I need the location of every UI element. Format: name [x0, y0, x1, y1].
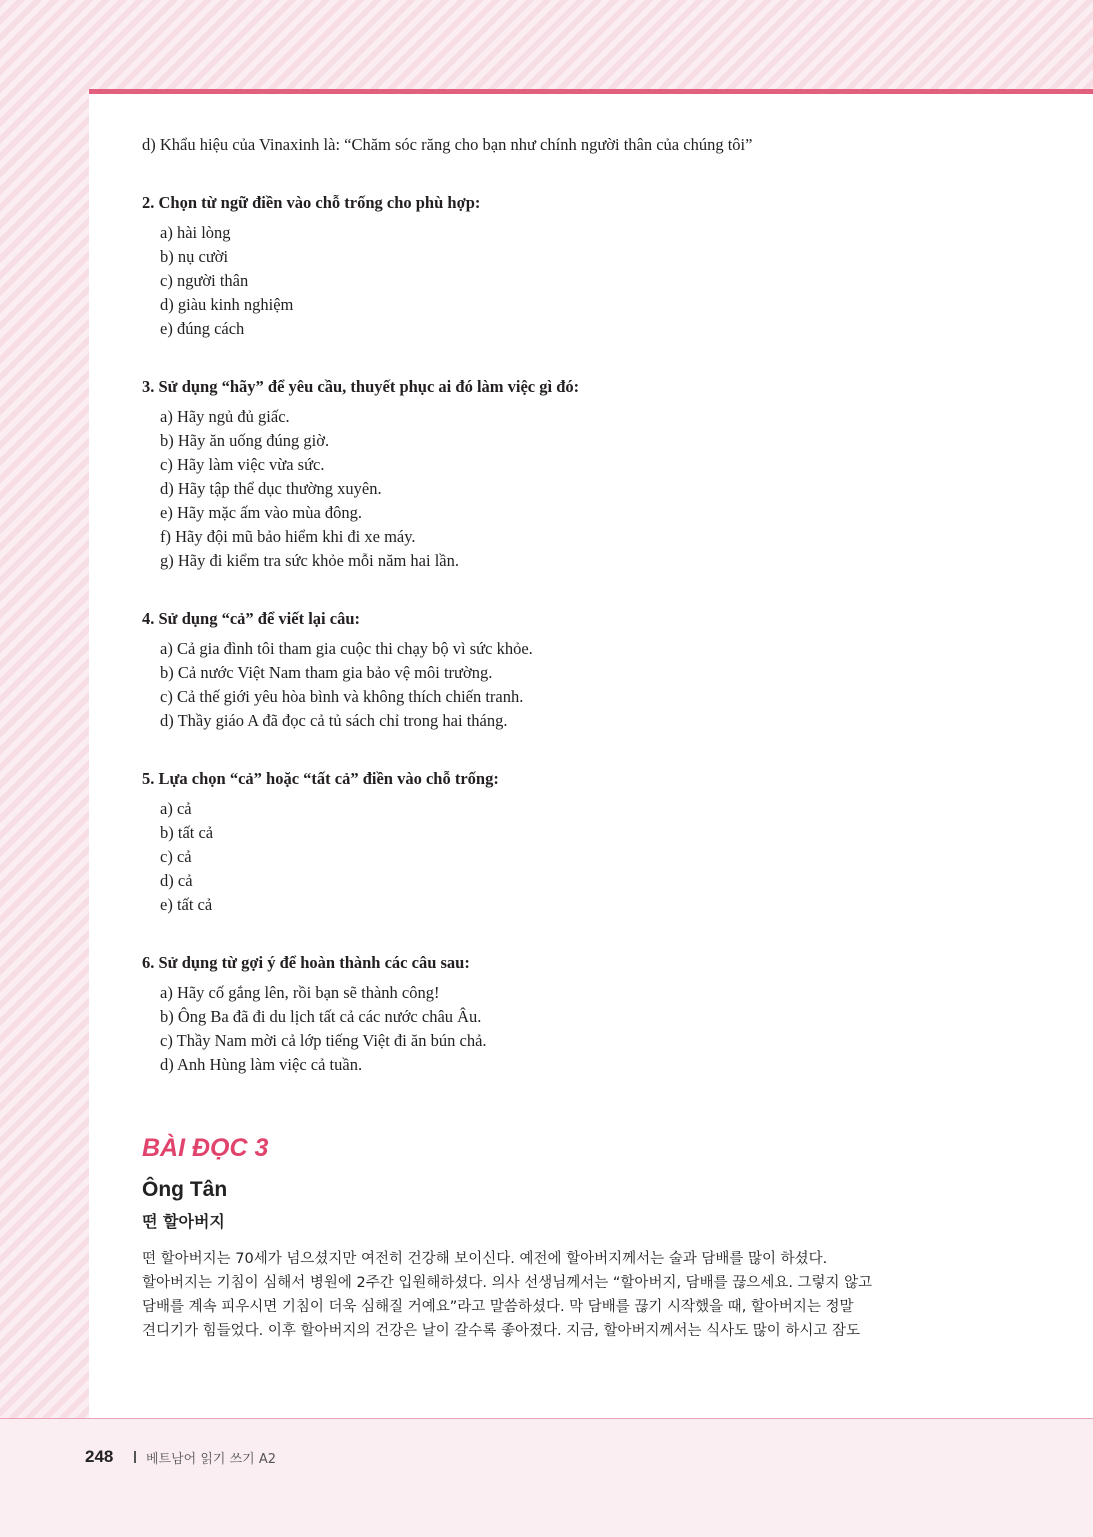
list-item: e) đúng cách: [160, 319, 245, 338]
list-item: d) Hãy tập thể dục thường xuyên.: [160, 479, 382, 498]
list-item: e) tất cả: [160, 895, 213, 914]
list-item: d) Anh Hùng làm việc cả tuần.: [160, 1055, 363, 1074]
paragraph-line: 담배를 계속 피우시면 기침이 더욱 심해질 거예요”라고 말씀하셨다. 막 담배를 끊기 시작했을 때, 할아버지는 정말: [142, 1299, 854, 1315]
reading-title: BÀI ĐỌC 3: [142, 1134, 269, 1162]
list-item: a) Hãy cố gắng lên, rồi bạn sẽ thành công!: [160, 983, 440, 1002]
list-item: b) tất cả: [160, 823, 214, 842]
list-item: c) Cả thế giới yêu hòa bình và không thích chiến tranh.: [160, 687, 524, 706]
paragraph-line: 떤 할아버지는 70세가 넘으셨지만 여전히 건강해 보이신다. 예전에 할아버지께서는 술과 담배를 많이 하셨다.: [142, 1251, 828, 1267]
page-content: [142, 133, 972, 1343]
list-item: b) Hãy ăn uống đúng giờ.: [160, 431, 330, 450]
exercise-heading: 6. Sử dụng từ gợi ý để hoàn thành các câu sau:: [142, 953, 470, 972]
exercise-5: [142, 767, 972, 917]
footer-divider: [134, 1451, 136, 1463]
list-item: a) cả: [160, 799, 192, 818]
paragraph-line: 견디기가 힘들었다. 이후 할아버지의 건강은 날이 갈수록 좋아졌다. 지금, 할아버지께서는 식사도 많이 하시고 잠도: [142, 1323, 861, 1339]
list-item: a) Cả gia đình tôi tham gia cuộc thi chạy bộ vì sức khỏe.: [160, 639, 533, 658]
list-item: f) Hãy đội mũ bảo hiểm khi đi xe máy.: [160, 527, 416, 546]
exercise-heading: 4. Sử dụng “cả” để viết lại câu:: [142, 609, 360, 628]
list-item: a) Hãy ngủ đủ giấc.: [160, 407, 290, 426]
exercise-2: [142, 191, 972, 341]
list-item: c) Thầy Nam mời cả lớp tiếng Việt đi ăn bún chả.: [160, 1031, 487, 1050]
exercise-heading: 5. Lựa chọn “cả” hoặc “tất cả” điền vào chỗ trống:: [142, 769, 499, 788]
exercise-heading: 3. Sử dụng “hãy” để yêu cầu, thuyết phục ai đó làm việc gì đó:: [142, 377, 580, 396]
list-item: c) cả: [160, 847, 192, 866]
list-item: c) người thân: [160, 271, 249, 290]
list-item: d) Thầy giáo A đã đọc cả tủ sách chỉ trong hai tháng.: [160, 711, 508, 730]
list-item: d) cả: [160, 871, 193, 890]
page-number: 248: [85, 1447, 114, 1466]
page-footer: [0, 1418, 1093, 1537]
list-item: e) Hãy mặc ấm vào mùa đông.: [160, 503, 363, 522]
list-item: d) giàu kinh nghiệm: [160, 295, 294, 314]
exercise-6: [142, 951, 972, 1077]
list-item: b) nụ cười: [160, 247, 229, 266]
reading-subtitle-korean: 떤 할아버지: [142, 1212, 225, 1231]
list-item: b) Cả nước Việt Nam tham gia bảo vệ môi trường.: [160, 663, 493, 682]
list-item: b) Ông Ba đã đi du lịch tất cả các nước châu Âu.: [160, 1007, 482, 1026]
list-item: c) Hãy làm việc vừa sức.: [160, 455, 325, 474]
top-accent-rule: [89, 89, 1093, 94]
paragraph-line: 할아버지는 기침이 심해서 병원에 2주간 입원해하셨다. 의사 선생님께서는 “할아버지, 담배를 끊으세요. 그렇지 않고: [142, 1275, 873, 1291]
exercise-3: [142, 375, 972, 573]
intro-line: d) Khẩu hiệu của Vinaxinh là: “Chăm sóc răng cho bạn như chính người thân của chúng tôi”: [142, 135, 753, 154]
reading-paragraph: [142, 1247, 970, 1343]
exercise-4: [142, 607, 972, 733]
book-title: 베트남어 읽기 쓰기 A2: [146, 1452, 277, 1467]
list-item: g) Hãy đi kiểm tra sức khỏe mỗi năm hai lần.: [160, 551, 459, 570]
reading-subtitle: Ông Tân: [142, 1178, 228, 1201]
list-item: a) hài lòng: [160, 223, 231, 242]
exercise-heading: 2. Chọn từ ngữ điền vào chỗ trống cho phù hợp:: [142, 193, 481, 212]
